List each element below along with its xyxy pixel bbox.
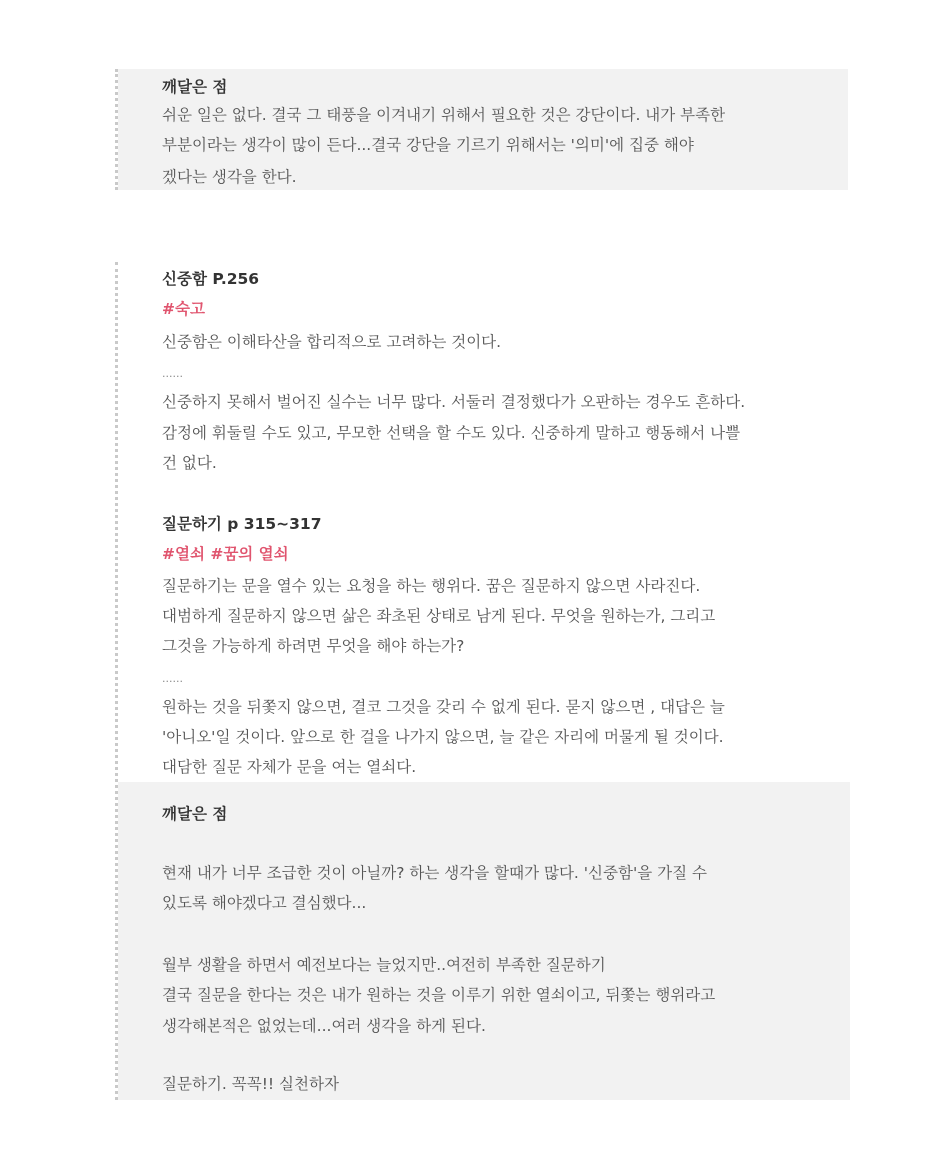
quote-line: 대범하게 질문하지 않으면 삶은 좌초된 상태로 남게 된다. 무엇을 원하는가, 그리고 <box>162 607 716 625</box>
reflection-line: 현재 내가 너무 조급한 것이 아닐까? 하는 생각을 할때가 많다. '신중함'을 가질 수 <box>162 864 707 882</box>
comment-line: '아니오'일 것이다. 앞으로 한 걸을 나가지 않으면, 늘 같은 자리에 머물게 될 것이다. <box>162 728 724 746</box>
comment-line: 신중하지 못해서 벌어진 실수는 너무 많다. 서둘러 결정했다가 오판하는 경우도 흔하다. <box>162 393 746 411</box>
reflection-line: 월부 생활을 하면서 예전보다는 늘었지만..여전히 부족한 질문하기 <box>162 956 606 974</box>
reflection-line: 생각해본적은 없었는데...여러 생각을 하게 된다. <box>162 1017 486 1035</box>
quote-line: 그것을 가능하게 하려면 무엇을 해야 하는가? <box>162 637 465 655</box>
section-title-asking: 질문하기 p 315~317 <box>162 515 322 533</box>
reflection-title-2: 깨달은 점 <box>162 805 228 823</box>
comment-line: 감정에 휘둘릴 수도 있고, 무모한 선택을 할 수도 있다. 신중하게 말하고 행동해서 나쁠 <box>162 424 741 442</box>
comment-line: 대담한 질문 자체가 문을 여는 열쇠다. <box>162 758 417 776</box>
comment-line: 건 없다. <box>162 454 217 472</box>
hashtag: #숙고 <box>162 300 205 318</box>
reflection-line: 결국 질문을 한다는 것은 내가 원하는 것을 이루기 위한 열쇠이고, 뒤쫓는 행위라고 <box>162 986 716 1004</box>
reflection-line: 겠다는 생각을 한다. <box>162 168 297 186</box>
section-title-prudence: 신중함 P.256 <box>162 270 260 288</box>
reflection-line: 부분이라는 생각이 많이 든다...결국 강단을 기르기 위해서는 '의미'에 집중 해야 <box>162 136 694 154</box>
quote-line: 질문하기는 문을 열수 있는 요청을 하는 행위다. 꿈은 질문하지 않으면 사라진다. <box>162 577 701 595</box>
reflection-box-2 <box>118 782 850 1100</box>
reflection-line: 질문하기. 꼭꼭!! 실천하자 <box>162 1075 339 1093</box>
ellipsis: ...... <box>162 672 183 685</box>
comment-line: 원하는 것을 뒤쫓지 않으면, 결코 그것을 갖리 수 없게 된다. 묻지 않으면 , 대답은 늘 <box>162 698 725 716</box>
quote-line: 신중함은 이해타산을 합리적으로 고려하는 것이다. <box>162 333 502 351</box>
ellipsis: ...... <box>162 367 183 380</box>
reflection-line: 있도록 해야겠다고 결심했다... <box>162 894 367 912</box>
hashtag: #열쇠 #꿈의 열쇠 <box>162 545 289 563</box>
reflection-title-1: 깨달은 점 <box>162 78 228 96</box>
quote-border-1 <box>115 69 118 190</box>
reflection-line: 쉬운 일은 없다. 결국 그 태풍을 이겨내기 위해서 필요한 것은 강단이다. 내가 부족한 <box>162 106 726 124</box>
